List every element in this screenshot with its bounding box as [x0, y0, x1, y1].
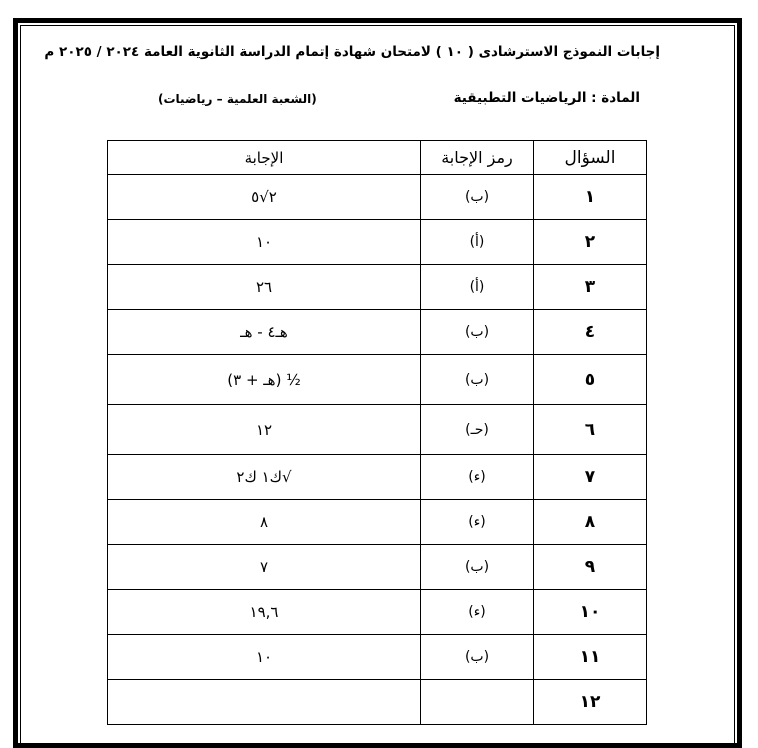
- answer-code: (ب): [421, 175, 534, 220]
- question-number: ٧: [534, 455, 647, 500]
- table-row: [108, 310, 647, 355]
- table-row: [108, 355, 647, 405]
- question-number: ٦: [534, 405, 647, 455]
- answer-code: (ب): [421, 310, 534, 355]
- table-row: [108, 175, 647, 220]
- table-row: [108, 590, 647, 635]
- answer-code: (أ): [421, 265, 534, 310]
- table-row: [108, 405, 647, 455]
- table-row: [108, 220, 647, 265]
- question-number: ٣: [534, 265, 647, 310]
- answer-value: ٨: [108, 500, 421, 545]
- answers-table: [107, 140, 647, 725]
- answer-code: [421, 680, 534, 725]
- answer-value: ١٠: [108, 635, 421, 680]
- table-row: [108, 545, 647, 590]
- answer-value: [108, 680, 421, 725]
- question-number: ٥: [534, 355, 647, 405]
- question-number: ١١: [534, 635, 647, 680]
- answer-value: ١٩,٦: [108, 590, 421, 635]
- question-number: ١: [534, 175, 647, 220]
- document-title: إجابات النموذج الاسترشادى ( ١٠ ) لامتحان شهادة إتمام الدراسة الثانوية العامة ٢٠٢٤ / ٢٠٢٥ م: [44, 44, 660, 60]
- table-row: [108, 680, 647, 725]
- answer-code: (ء): [421, 590, 534, 635]
- answer-code: (حـ): [421, 405, 534, 455]
- table-row: [108, 265, 647, 310]
- question-number: ١٠: [534, 590, 647, 635]
- answer-code: (ب): [421, 545, 534, 590]
- question-number: ٩: [534, 545, 647, 590]
- answer-value: ٢٦: [108, 265, 421, 310]
- question-number: ٢: [534, 220, 647, 265]
- answer-value: ٧: [108, 545, 421, 590]
- question-number: ٤: [534, 310, 647, 355]
- header-code: رمز الإجابة: [421, 141, 534, 175]
- answer-value: ١٠: [108, 220, 421, 265]
- question-number: ١٢: [534, 680, 647, 725]
- answer-code: (ء): [421, 455, 534, 500]
- answer-value: ½ (هـ + ٣): [108, 355, 421, 405]
- answer-value: ٢√٥: [108, 175, 421, 220]
- question-number: ٨: [534, 500, 647, 545]
- header-question: السؤال: [534, 141, 647, 175]
- answer-value: √ك١ ك٢: [108, 455, 421, 500]
- answer-code: (ب): [421, 355, 534, 405]
- answer-value: هـ٤ - هـ: [108, 310, 421, 355]
- table-row: [108, 455, 647, 500]
- answer-value: ١٢: [108, 405, 421, 455]
- table-row: [108, 635, 647, 680]
- subject-label: المادة : الرياضيات التطبيقية: [453, 90, 640, 106]
- answer-code: (أ): [421, 220, 534, 265]
- header-answer: الإجابة: [108, 141, 421, 175]
- answer-code: (ء): [421, 500, 534, 545]
- branch-label: (الشعبة العلمية – رياضيات): [158, 92, 317, 106]
- table-row: [108, 500, 647, 545]
- table-header-row: [108, 141, 647, 175]
- answer-code: (ب): [421, 635, 534, 680]
